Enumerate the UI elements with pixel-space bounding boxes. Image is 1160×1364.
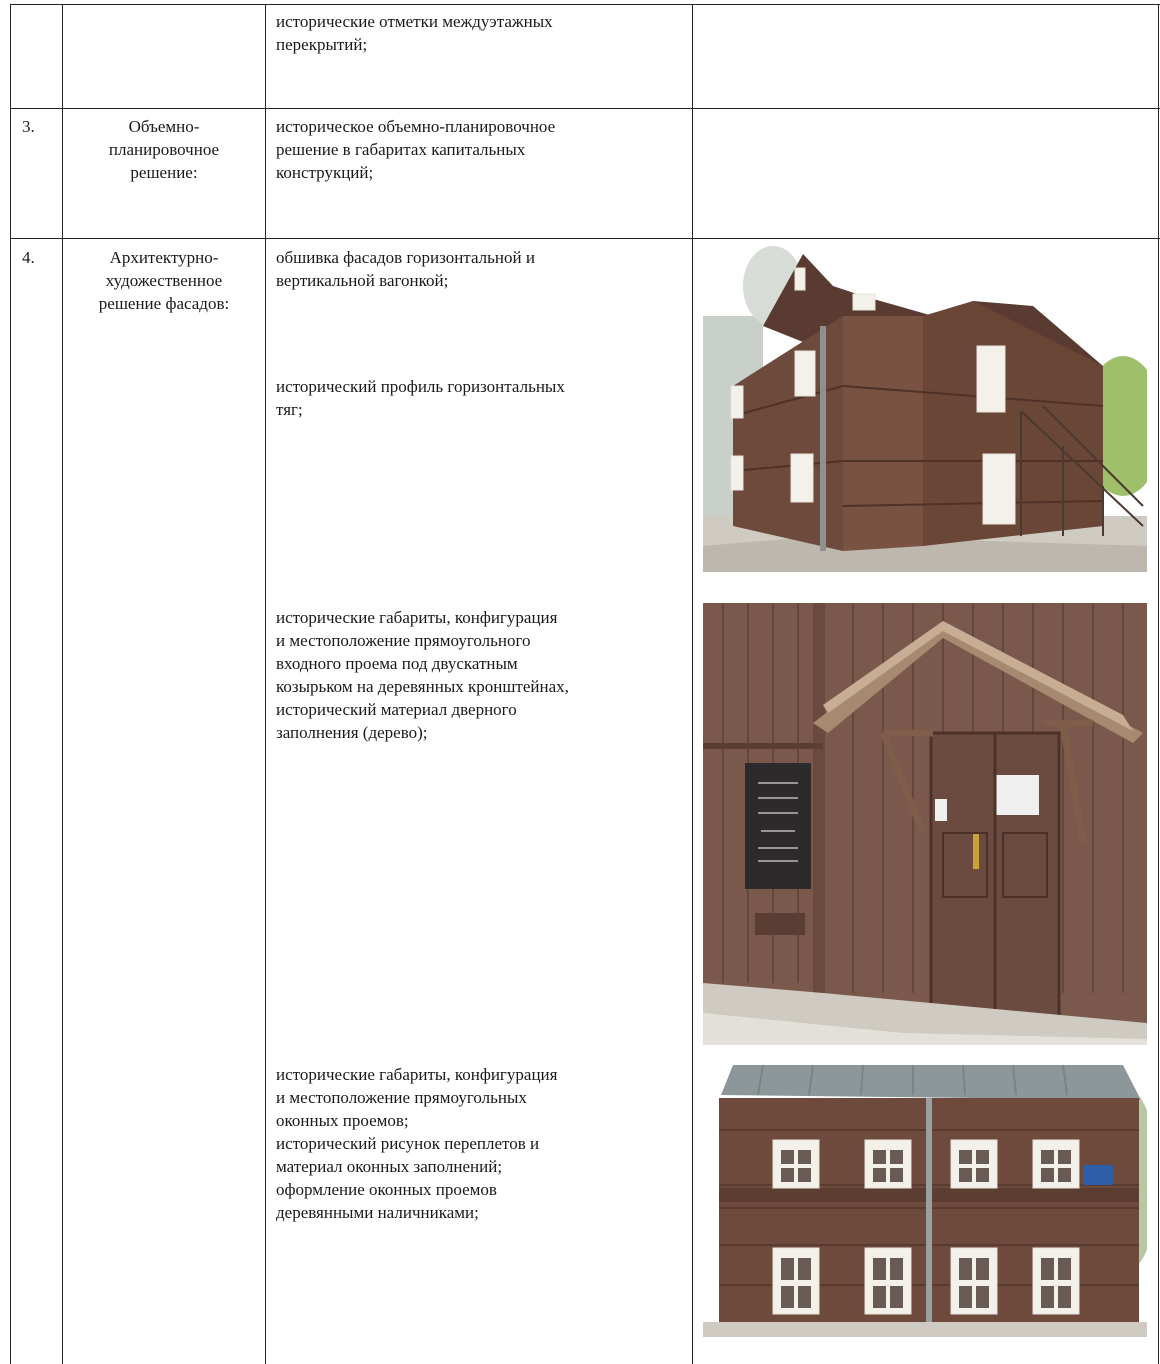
photo-entrance xyxy=(703,603,1147,1045)
table-border-left xyxy=(10,4,11,1364)
table-divider-number xyxy=(62,4,63,1364)
row-4-item-2: исторический профиль горизонтальных тяг; xyxy=(276,377,565,419)
row-3-name: Объемно- планировочное решение: xyxy=(108,117,220,182)
row-3-item-1: историческое объемно-планировочное решение в габаритах капитальных конструкций; xyxy=(276,117,556,182)
photo-front-facade xyxy=(703,1060,1147,1337)
row-3-number: 3. xyxy=(22,117,35,136)
table-divider-text xyxy=(692,4,693,1364)
row-4-item-1: обшивка фасадов горизонтальной и вертикальной вагонкой; xyxy=(276,248,535,290)
table-row-divider-1 xyxy=(10,108,1160,109)
table-row-divider-2 xyxy=(10,238,1160,239)
row-4-name: Архитектурно- художественное решение фасадов: xyxy=(98,248,230,313)
row-4-item-3: исторические габариты, конфигурация и местоположение прямоугольного входного проема под двускатным козырьком на деревянных кронштейнах, исторический материал дверного заполнения (дерево); xyxy=(276,608,569,742)
photo-house-corner xyxy=(703,246,1147,572)
row-4-item-4: исторические габариты, конфигурация и местоположение прямоугольных оконных проемов; исторический рисунок переплетов и материал оконных заполнений; оформление оконных проемов деревянными наличниками; xyxy=(276,1065,558,1222)
row-4-number: 4. xyxy=(22,248,35,267)
table-border-top xyxy=(10,4,1160,5)
table-border-right xyxy=(1158,4,1159,1364)
row-1-item-1: исторические отметки междуэтажных перекрытий; xyxy=(276,12,553,54)
table-divider-name xyxy=(265,4,266,1364)
